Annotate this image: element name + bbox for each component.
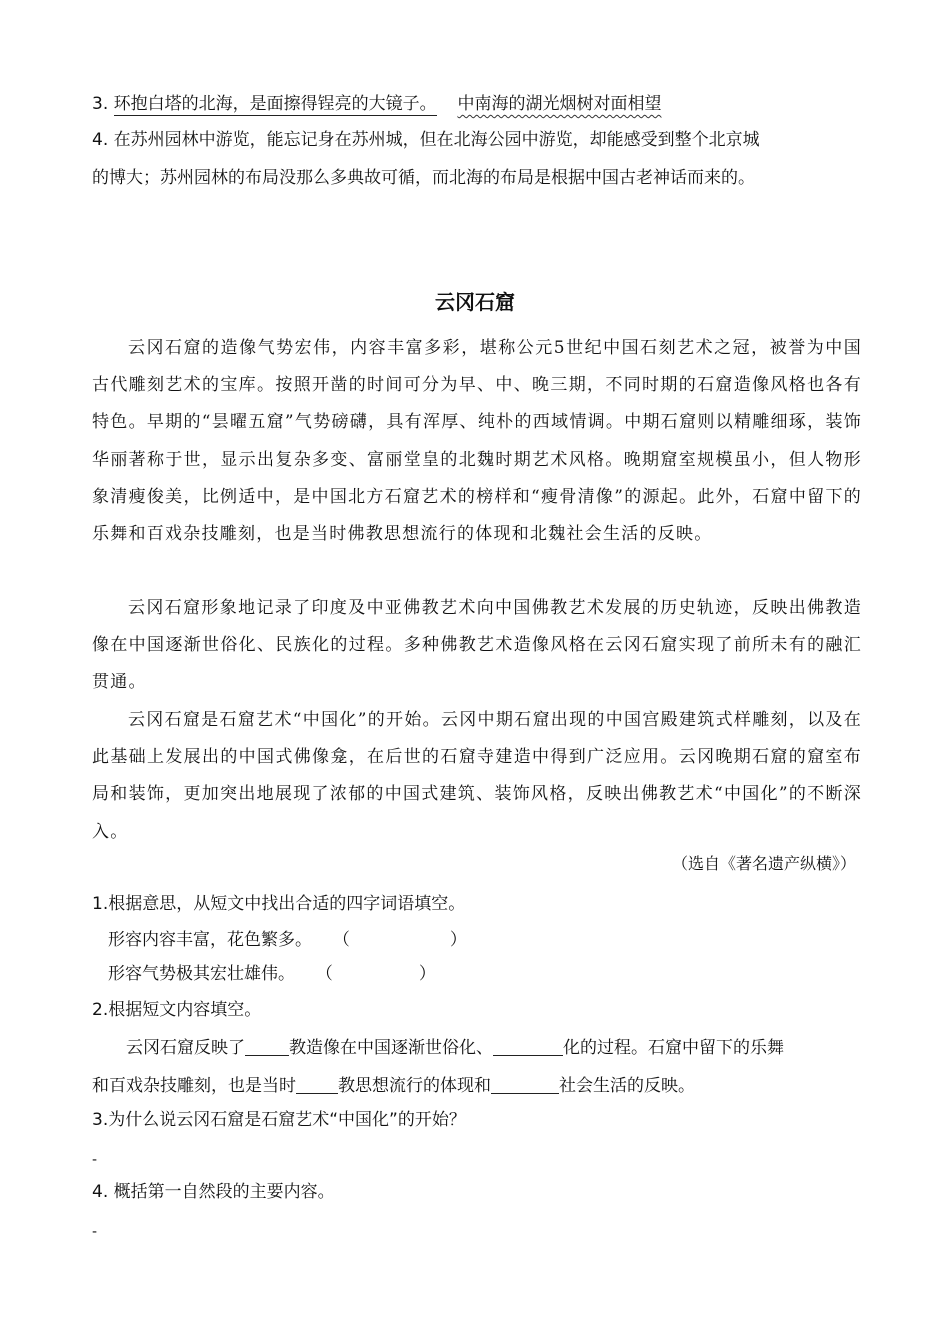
question-1a (108, 928, 888, 952)
question-2-blank-2[interactable] (493, 1037, 563, 1056)
answer-4-number: 4. (92, 130, 109, 150)
answer-item-4-line-1 (92, 128, 872, 152)
question-2-line-1 (126, 1036, 906, 1060)
question-4-answer-line[interactable]: - (92, 1224, 98, 1240)
question-1a-paren-close: ） (449, 930, 467, 950)
question-2-text-4: 和百戏杂技雕刻，也是当时 (92, 1076, 296, 1096)
question-2-blank-4[interactable] (491, 1075, 559, 1094)
answer-item-3 (92, 92, 872, 116)
question-1a-paren-open: （ (332, 930, 350, 950)
article-paragraph-3: 云冈石窟是石窟艺术“中国化”的开始。云冈中期石窟出现的中国宫殿建筑式样雕刻，以及在此基础上发展出的中国式佛像龛，在后世的石窟寺建造中得到广泛应用。云冈晚期石窟的窟室布局和装饰，更加突出地展现了浓郁的中国式建筑、装饰风格，反映出佛教艺术“中国化”的不断深入。 (92, 710, 862, 842)
answer-4-text-1: 在苏州园林中游览，能忘记身在苏州城，但在北海公园中游览，却能感受到整个北京城 (113, 130, 760, 150)
question-1a-text: 形容内容丰富，花色繁多。 (108, 930, 312, 950)
question-4-prompt: 4. 概括第一自然段的主要内容。 (92, 1182, 335, 1202)
question-2-text-6: 社会生活的反映。 (559, 1076, 695, 1096)
question-2-line-2 (92, 1074, 872, 1098)
question-2-text-1: 云冈石窟反映了 (126, 1038, 245, 1058)
article-source: （选自《著名遗产纵横》） (671, 854, 856, 873)
answer-3-number: 3. (92, 94, 109, 114)
question-2-blank-1[interactable] (245, 1037, 289, 1056)
answer-4-text-2: 的博大；苏州园林的布局没那么多典故可循，而北海的布局是根据中国古老神话而来的。 (92, 168, 755, 188)
article-paragraph-2: 云冈石窟形象地记录了印度及中亚佛教艺术向中国佛教艺术发展的历史轨迹，反映出佛教造像在中国逐渐世俗化、民族化的过程。多种佛教艺术造像风格在云冈石窟实现了前所未有的融汇贯通。 (92, 598, 862, 693)
answer-3-underlined-sentence: 环抱白塔的北海，是面擦得锃亮的大镜子。 (113, 94, 437, 114)
question-1-prompt: 1.根据意思，从短文中找出合适的四字词语填空。 (92, 894, 466, 914)
question-2-text-3: 化的过程。石窟中留下的乐舞 (563, 1038, 784, 1058)
article-paragraph-1: 云冈石窟的造像气势宏伟，内容丰富多彩，堪称公元5世纪中国石刻艺术之冠，被誉为中国古代雕刻艺术的宝库。按照开凿的时间可分为早、中、晚三期，不同时期的石窟造像风格也各有特色。早期的“昙曜五窟”气势磅礴，具有浑厚、纯朴的西域情调。中期石窟则以精雕细琢，装饰华丽著称于世，显示出复杂多变、富丽堂皇的北魏时期艺术风格。晚期窟室规模虽小，但人物形象清瘦俊美，比例适中，是中国北方石窟艺术的榜样和“瘦骨清像”的源起。此外，石窟中留下的乐舞和百戏杂技雕刻，也是当时佛教思想流行的体现和北魏社会生活的反映。 (92, 338, 862, 545)
question-3-prompt: 3.为什么说云冈石窟是石窟艺术“中国化”的开始？ (92, 1110, 466, 1130)
question-2-text-2: 教造像在中国逐渐世俗化、 (289, 1038, 493, 1058)
question-1b (108, 962, 888, 986)
answer-item-4-line-2 (92, 166, 872, 190)
question-1b-paren-close: ） (418, 964, 436, 984)
article-title: 云冈石窟 (435, 290, 515, 314)
question-2-text-5: 教思想流行的体现和 (338, 1076, 491, 1096)
question-2-prompt: 2.根据短文内容填空。 (92, 1000, 262, 1020)
question-1b-text: 形容气势极其宏壮雄伟。 (108, 964, 295, 984)
answer-3-wavy-sentence: 中南海的湖光烟树对面相望 (457, 94, 662, 114)
question-2-blank-3[interactable] (296, 1075, 338, 1094)
question-1b-paren-open: （ (315, 964, 333, 984)
question-3-answer-line[interactable]: - (92, 1152, 98, 1168)
